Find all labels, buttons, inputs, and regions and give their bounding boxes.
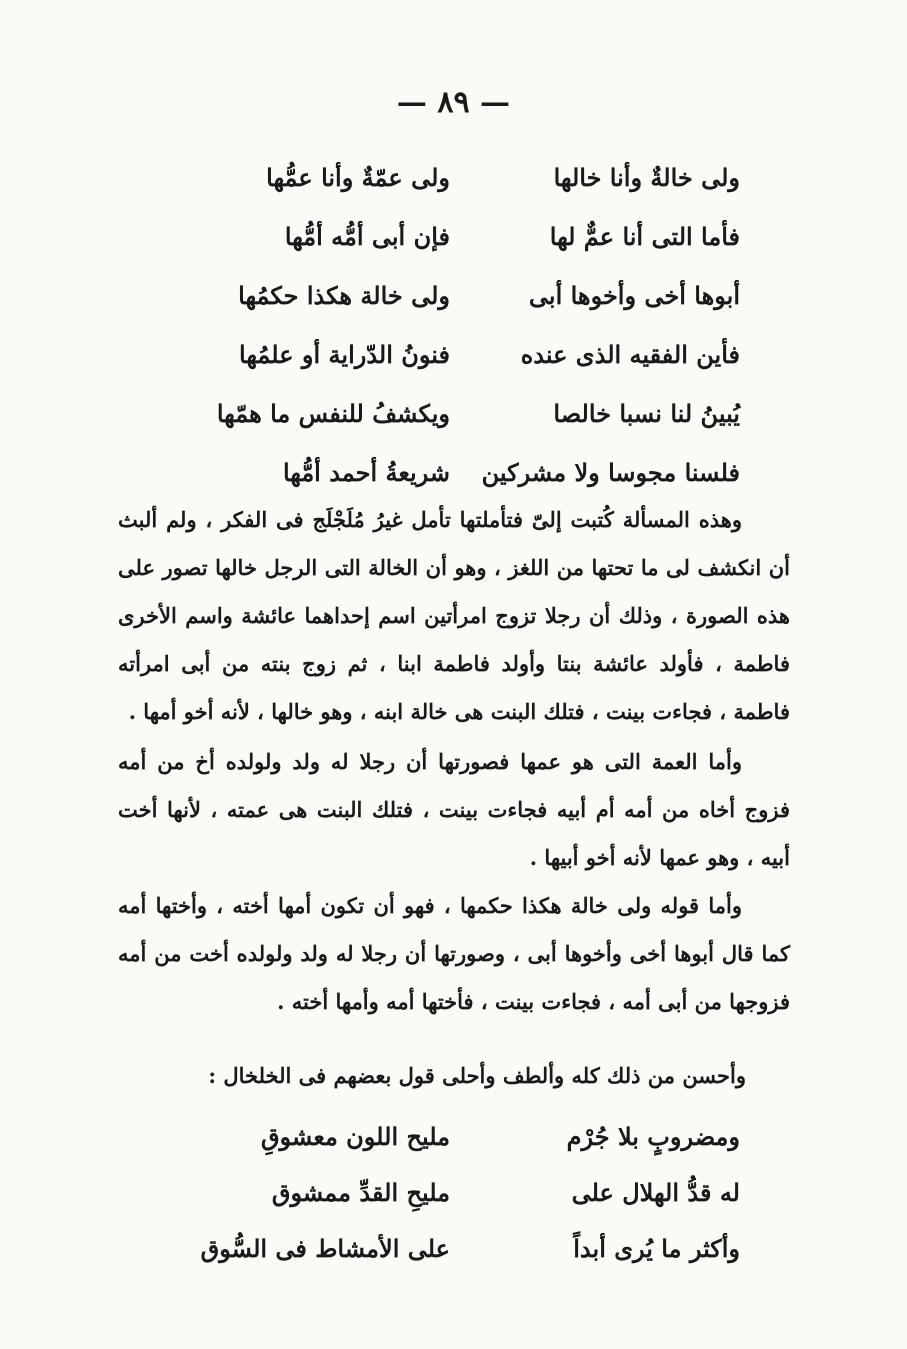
hemistich-first: فأين الفقيه الذى عنده [520, 340, 740, 369]
hemistich-first: ومضروبٍ بلا جُرْم [566, 1121, 740, 1151]
verse [180, 443, 740, 502]
hemistich-second: فإن أبى أمُّه أمُّها [284, 222, 450, 251]
page-number: — ٨٩ — [396, 85, 511, 120]
paragraph-text: وأما العمة التى هو عمها فصورتها أن رجلا له ولد ولولده أخ من أمه فزوج أخاه من أمه أم أبيه فجاءت بينت ، فتلك البنت هى عمته ، لأنها أخت أبيه ، وهو عمها لأنه أخو أبيها . [118, 749, 790, 870]
hemistich-first: فأما التى أنا عمٌّ لها [549, 222, 740, 251]
hemistich-first: أبوها أخى وأخوها أبى [528, 281, 740, 310]
hemistich-first: فلسنا مجوسا ولا مشركين [481, 458, 740, 487]
hemistich-second: ولى عمّةٌ وأنا عمُّها [266, 163, 450, 192]
paragraph-text: وهذه المسألة كُتبت إلىّ فتأملتها تأمل غيرُ مُلَجْلَج فى الفكر ، ولم ألبث أن انكشف لى ما تحتها من اللغز ، وهو أن الخالة التى الرجل خالها تصور على هذه الصورة ، وذلك أن رجلا تزوج امرأتين اسم إحداهما عائشة واسم الأخرى فاطمة ، فأولد عائشة بنتا وأولد فاطمة ابنا ، ثم زوج بنته من أبى امرأته فاطمة ، فجاءت بينت ، فتلك البنت هى خالة ابنه ، وهو خالها ، لأنه أخو أمها . [118, 507, 790, 724]
poem-anklet [180, 1108, 740, 1276]
verse [180, 1220, 740, 1276]
hemistich-second: مليحِ القدِّ ممشوق [271, 1177, 450, 1207]
anklet-poem-intro: وأحسن من ذلك كله وألطف وأحلى قول بعضهم فى الخلخال : [208, 1063, 746, 1088]
verse [180, 207, 740, 266]
verse [180, 148, 740, 207]
verse [180, 266, 740, 325]
hemistich-second: فنونُ الدّراية أو علمُها [239, 340, 450, 369]
hemistich-second: شريعةُ أحمد أمُّها [282, 458, 450, 487]
paragraph-paternal-aunt [118, 738, 790, 882]
paragraph-third-case [118, 882, 790, 1026]
hemistich-second: ويكشفُ للنفس ما همّها [216, 399, 450, 428]
verse [180, 325, 740, 384]
paragraph-solution-aunt [118, 496, 790, 736]
hemistich-second: ولى خالة هكذا حكمُها [238, 281, 450, 310]
poem-riddle [180, 148, 740, 502]
hemistich-second: على الأمشاط فى السُّوق [200, 1233, 450, 1263]
verse [180, 1108, 740, 1164]
verse [180, 1164, 740, 1220]
verse [180, 384, 740, 443]
hemistich-first: له قدُّ الهلال على [571, 1177, 740, 1207]
hemistich-first: وأكثر ما يُرى أبداً [573, 1233, 740, 1263]
hemistich-first: ولى خالةٌ وأنا خالها [553, 163, 740, 192]
hemistich-first: يُبينُ لنا نسبا خالصا [553, 399, 740, 428]
hemistich-second: مليح اللون معشوقِ [260, 1121, 450, 1151]
paragraph-text: وأما قوله ولى خالة هكذا حكمها ، فهو أن تكون أمها أخته ، وأختها أمه كما قال أبوها أخى وأخوها أبى ، وصورتها أن رجلا له ولد ولولده أخت من أمه فزوجها من أبى أمه ، فجاءت بينت ، فأختها أمه وأمها أخته . [118, 893, 790, 1014]
